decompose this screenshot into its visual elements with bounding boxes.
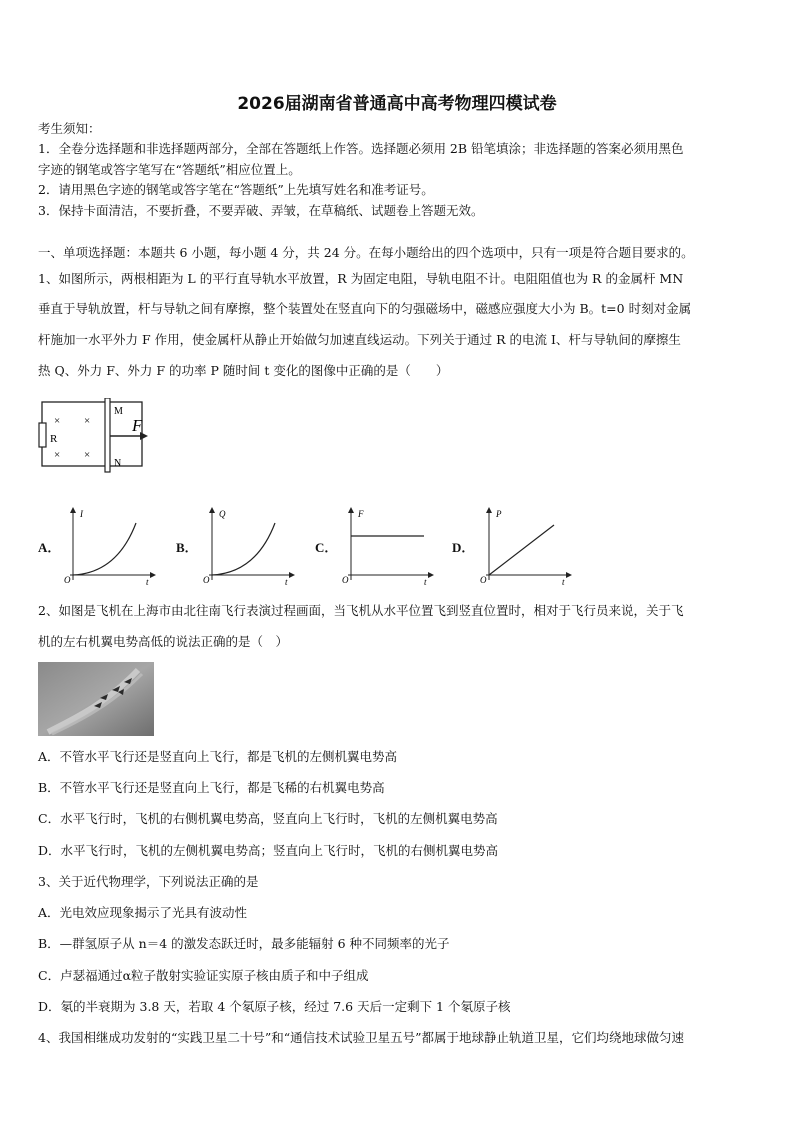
curve-i	[73, 523, 136, 575]
q4-stem: 4、我国相继成功发射的“实践卫星二十号”和“通信技术试验卫星五号”都属于地球静止轨道卫星，它们均绕地球做匀速	[38, 1030, 685, 1045]
q1-line: 1、如图所示，两根相距为 L 的平行直导轨水平放置，R 为固定电阻，导轨电阻不计。电阻阻值也为 R 的金属杆 MN	[38, 271, 684, 286]
line-p	[489, 525, 554, 575]
q2-option: C．水平飞行时，飞机的右侧机翼电势高，竖直向上飞行时，飞机的左侧机翼电势高	[38, 811, 498, 826]
graph-option-a	[62, 505, 162, 585]
q3-option: B．—群氢原子从 n＝4 的激发态跃迁时，最多能辐射 6 种不同频率的光子	[38, 936, 450, 951]
option-d-label: D．	[452, 540, 475, 555]
svg-text:P: P	[496, 509, 502, 519]
svg-text:t: t	[285, 577, 288, 585]
page-title: 2026届湖南省普通高中高考物理四模试卷	[237, 94, 557, 114]
svg-text:O: O	[203, 575, 210, 585]
q2-option: D．水平飞行时，飞机的左侧机翼电势高；竖直向上飞行时，飞机的右侧机翼电势高	[38, 843, 499, 858]
svg-text:t: t	[424, 577, 427, 585]
rod-label-n: N	[114, 458, 122, 469]
notice-item: 字迹的钢笔或答字笔写在“答题纸”相应位置上。	[38, 162, 301, 177]
graph-option-c	[340, 505, 440, 585]
q3-stem: 3、关于近代物理学，下列说法正确的是	[38, 874, 259, 889]
q1-line: 热 Q、外力 F、外力 F 的功率 P 随时间 t 变化的图像中正确的是（ ）	[38, 363, 449, 378]
option-b-label: B．	[176, 540, 198, 555]
field-mark: ×	[84, 415, 91, 427]
option-a-label: A．	[38, 540, 61, 555]
resistor	[39, 423, 46, 447]
svg-text:t: t	[146, 577, 149, 585]
graph-option-b	[201, 505, 301, 585]
q3-option: A．光电效应现象揭示了光具有波动性	[38, 905, 248, 920]
airshow-photo	[38, 662, 154, 736]
svg-text:Q: Q	[219, 509, 226, 519]
field-mark: ×	[84, 449, 91, 461]
q1-line: 杆施加一水平外力 F 作用，使金属杆从静止开始做匀加速直线运动。下列关于通过 R 的电流 I、杆与导轨间的摩擦生	[38, 332, 681, 347]
field-mark: ×	[54, 415, 61, 427]
svg-text:F: F	[358, 509, 364, 519]
force-label: F	[132, 416, 143, 435]
svg-text:O: O	[342, 575, 349, 585]
q2-option: A．不管水平飞行还是竖直向上飞行，都是飞机的左侧机翼电势高	[38, 749, 398, 764]
q3-option: C．卢瑟福通过α粒子散射实验证实原子核由质子和中子组成	[38, 968, 369, 983]
notice-item: 1．全卷分选择题和非选择题两部分，全部在答题纸上作答。选择题必须用 2B 铅笔填涂；非选择题的答案必须用黑色	[38, 141, 684, 156]
rod-label-m: M	[114, 406, 123, 417]
svg-text:t: t	[562, 577, 565, 585]
curve-q	[212, 523, 275, 575]
option-c-label: C．	[315, 540, 338, 555]
notice-item: 3．保持卡面清洁，不要折叠，不要弄破、弄皱，在草稿纸、试题卷上答题无效。	[38, 203, 484, 218]
field-mark: ×	[54, 449, 61, 461]
svg-text:O: O	[480, 575, 487, 585]
graph-option-d	[478, 505, 578, 585]
circuit-diagram	[36, 398, 156, 474]
notice-item: 2．请用黑色字迹的钢笔或答字笔在“答题纸”上先填写姓名和准考证号。	[38, 182, 434, 197]
notice-heading: 考生须知：	[38, 121, 101, 136]
q1-line: 垂直于导轨放置，杆与导轨之间有摩擦，整个装置处在竖直向下的匀强磁场中，磁感应强度大小为 B。t=0 时刻对金属	[38, 301, 692, 316]
rod-mn	[105, 398, 110, 472]
q3-option: D．氡的半衰期为 3.8 天，若取 4 个氡原子核，经过 7.6 天后一定剩下 1 个氡原子核	[38, 999, 511, 1014]
q2-line: 2、如图是飞机在上海市由北往南飞行表演过程画面，当飞机从水平位置飞到竖直位置时，相对于飞行员来说，关于飞	[38, 603, 684, 618]
svg-text:O: O	[64, 575, 71, 585]
section-heading: 一、单项选择题：本题共 6 小题，每小题 4 分，共 24 分。在每小题给出的四个选项中，只有一项是符合题目要求的。	[38, 245, 694, 260]
q2-option: B．不管水平飞行还是竖直向上飞行，都是飞稀的右机翼电势高	[38, 780, 385, 795]
q2-line: 机的左右机翼电势高低的说法正确的是（ ）	[38, 634, 289, 649]
svg-text:I: I	[80, 509, 83, 519]
resistor-label: R	[50, 433, 58, 445]
